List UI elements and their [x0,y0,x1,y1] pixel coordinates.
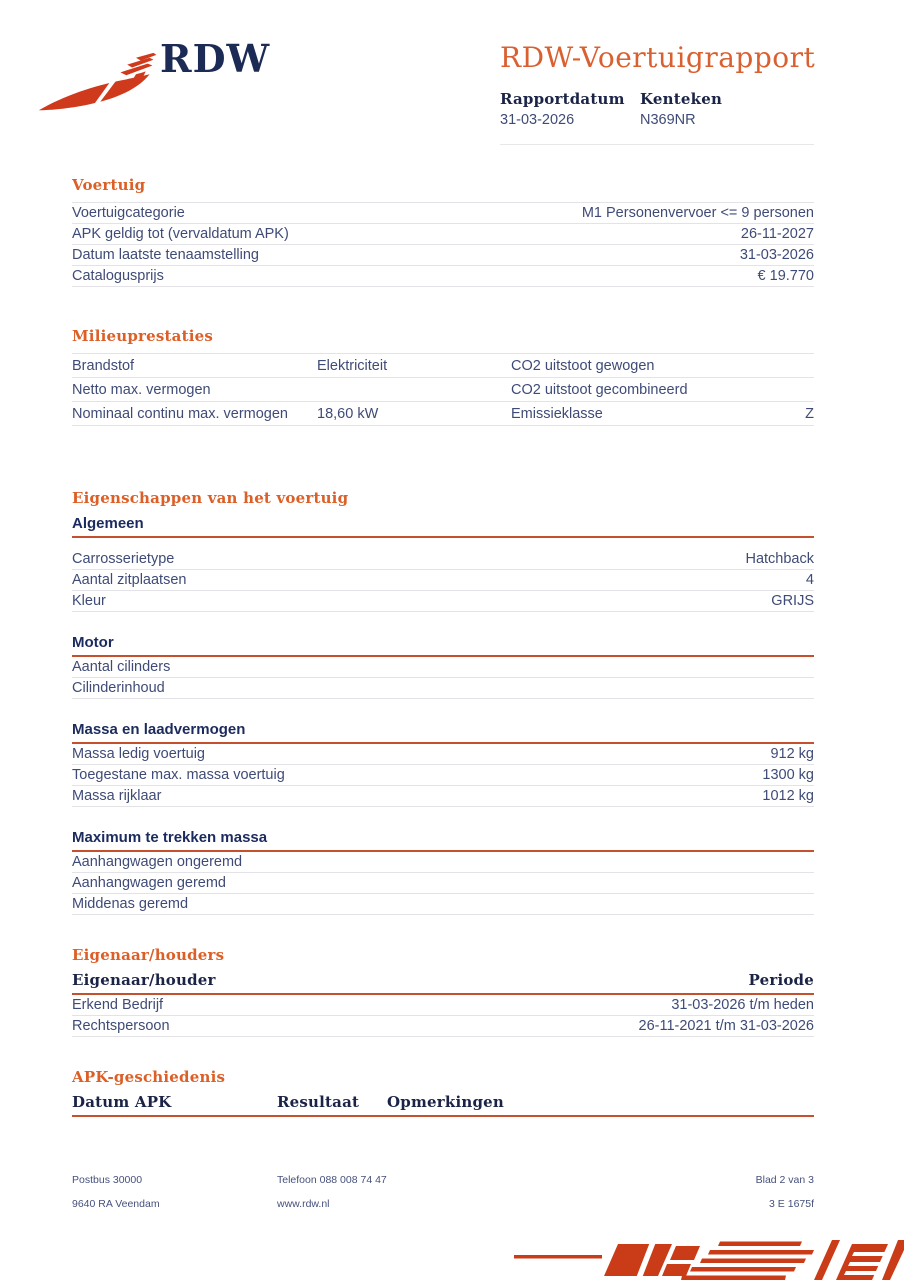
field-value: 31-03-2026 [739,247,814,263]
section-apk-geschiedenis [72,1068,814,1117]
license-plate-label: Kenteken [640,90,723,108]
license-plate-group [640,90,722,128]
field-row [72,378,814,402]
report-date-label: Rapportdatum [500,90,625,108]
field-value: 1012 kg [762,788,814,804]
license-plate-value: N369NR [640,112,696,128]
field-label: Datum laatste tenaamstelling [72,247,259,263]
algemeen-table [72,549,814,612]
footer-website: www.rdw.nl [277,1198,330,1210]
section-title: Voertuig [72,176,146,194]
field-label-right: Emissieklasse [511,405,603,422]
field-value: M1 Personenvervoer <= 9 personen [581,205,814,221]
field-value: GRIJS [771,593,814,609]
field-label: APK geldig tot (vervaldatum APK) [72,226,289,242]
field-label: Catalogusprijs [72,268,164,284]
section-eigenschappen [72,489,814,915]
field-label: Carrosserietype [72,551,175,567]
field-label: Voertuigcategorie [72,205,185,221]
column-header-datum-apk: Datum APK [72,1093,172,1111]
column-header-periode: Periode [748,971,814,989]
eigenaar-table-header [72,972,814,995]
field-value: 31-03-2026 t/m heden [671,997,814,1013]
field-label: Massa rijklaar [72,788,162,804]
field-row [72,852,814,873]
rdw-logo-text: RDW [160,36,271,81]
subsection-title: Motor [72,634,814,657]
report-meta [500,90,814,145]
page-footer [72,1168,814,1216]
field-label: Erkend Bedrijf [72,997,164,1013]
field-row [72,224,814,245]
field-row [72,591,814,612]
milieu-table [72,353,814,426]
field-row [72,570,814,591]
section-title: APK-geschiedenis [72,1068,226,1086]
field-row [72,266,814,287]
rdw-speed-stripes-graphic [514,1238,904,1280]
field-row [72,245,814,266]
footer-page-number: Blad 2 van 3 [755,1174,814,1186]
field-value: Hatchback [745,551,814,567]
field-value-right: Z [805,405,814,422]
eigenaar-table [72,995,814,1037]
section-title: Eigenschappen van het voertuig [72,489,349,507]
footer-address-line1: Postbus 30000 [72,1174,143,1186]
section-voertuig [72,176,814,287]
field-label-right: CO2 uitstoot gewogen [511,357,655,374]
column-header-eigenaar: Eigenaar/houder [72,971,216,989]
field-row [72,402,814,426]
field-label-left: Brandstof [72,357,135,374]
apk-table-header [72,1094,814,1117]
voertuig-table [72,202,814,287]
field-value: 26-11-2021 t/m 31-03-2026 [638,1018,814,1034]
column-header-resultaat: Resultaat [277,1093,360,1111]
field-label: Massa ledig voertuig [72,746,205,762]
motor-table [72,657,814,699]
field-label: Kleur [72,593,106,609]
field-value: 912 kg [770,746,814,762]
rdw-feather-logo-icon [36,50,166,118]
field-value: 4 [805,572,814,588]
field-label: Aantal cilinders [72,659,171,675]
field-label: Cilinderinhoud [72,680,165,696]
footer-address-line2: 9640 RA Veendam [72,1198,160,1210]
subsection-title: Massa en laadvermogen [72,721,814,744]
field-row [72,995,814,1016]
subsection-title: Algemeen [72,515,814,538]
field-row [72,657,814,678]
section-milieuprestaties [72,327,814,426]
field-label: Aanhangwagen geremd [72,875,226,891]
field-label: Toegestane max. massa voertuig [72,767,285,783]
footer-phone: Telefoon 088 008 74 47 [277,1174,387,1186]
field-value: € 19.770 [757,268,814,284]
field-label: Aanhangwagen ongeremd [72,854,243,870]
subsection-motor [72,634,814,699]
footer-document-code: 3 E 1675f [769,1198,814,1210]
subsection-algemeen [72,515,814,612]
field-label: Rechtspersoon [72,1018,170,1034]
trekken-table [72,852,814,915]
field-row [72,744,814,765]
report-header [500,42,814,145]
field-row [72,549,814,570]
field-row [72,786,814,807]
section-title: Milieuprestaties [72,327,213,345]
field-row [72,354,814,378]
report-date-group [500,90,640,128]
section-title: Eigenaar/houders [72,946,225,964]
field-value: 26-11-2027 [740,226,814,242]
field-value-left: Elektriciteit [317,357,388,374]
field-value-left: 18,60 kW [317,405,379,422]
field-label-right: CO2 uitstoot gecombineerd [511,381,688,398]
field-row [72,1016,814,1037]
footer-line-1 [72,1168,814,1192]
subsection-massa [72,721,814,807]
column-header-opmerkingen: Opmerkingen [387,1093,505,1111]
footer-line-2 [72,1192,814,1216]
field-row [72,765,814,786]
field-row [72,894,814,915]
field-row [72,873,814,894]
field-row [72,203,814,224]
section-eigenaar-houders [72,946,814,1037]
field-label: Aantal zitplaatsen [72,572,187,588]
subsection-maximum-trekken [72,829,814,915]
field-label-left: Netto max. vermogen [72,381,211,398]
field-row [72,678,814,699]
field-label-left: Nominaal continu max. vermogen [72,405,288,422]
field-label: Middenas geremd [72,896,189,912]
report-title: RDW-Voertuigrapport [500,41,816,74]
report-date-value: 31-03-2026 [500,112,575,128]
subsection-title: Maximum te trekken massa [72,829,814,852]
field-value: 1300 kg [762,767,814,783]
massa-table [72,744,814,807]
